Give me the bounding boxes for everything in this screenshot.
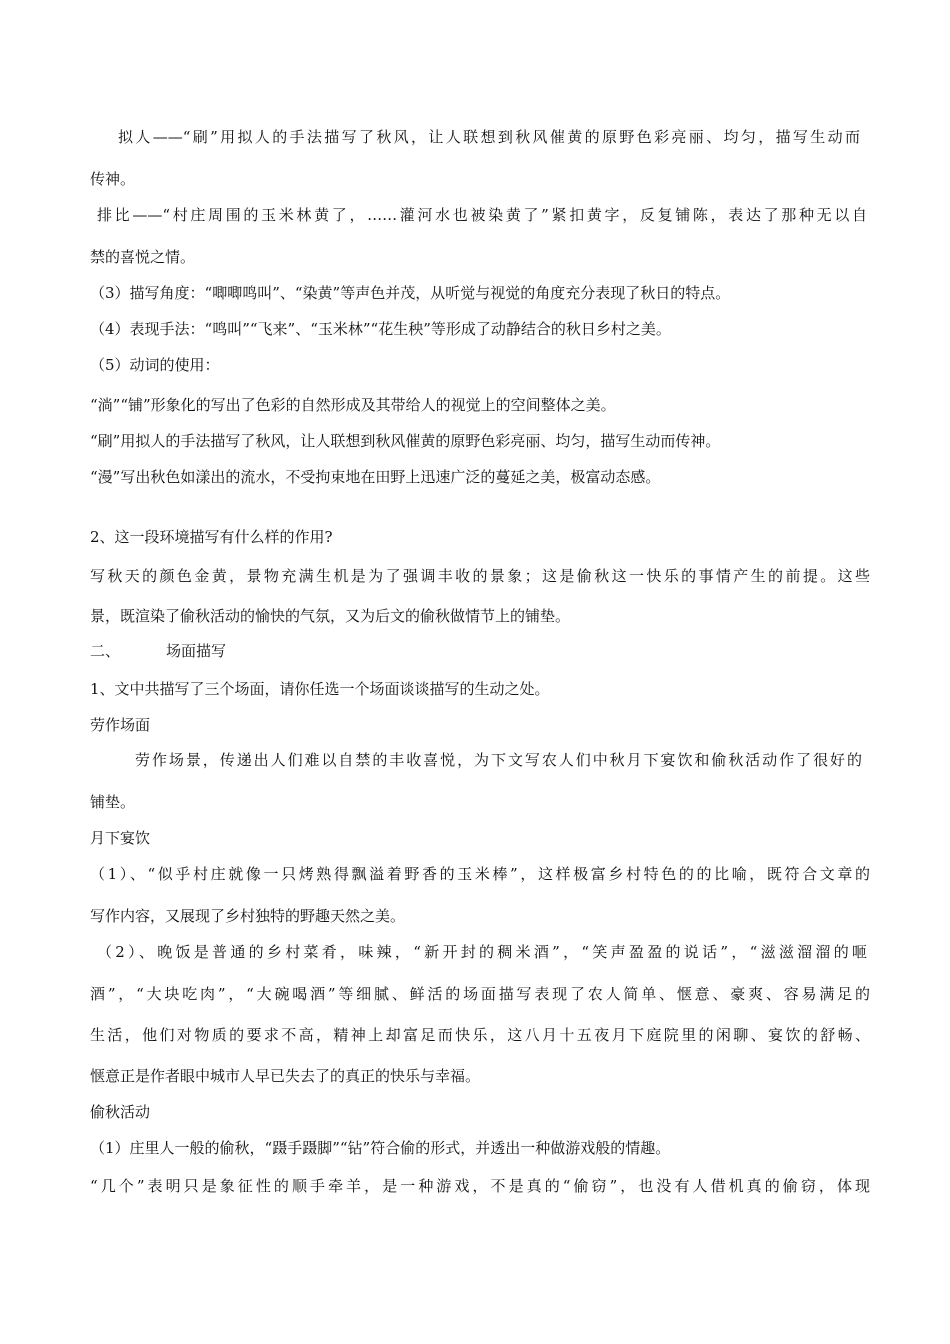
paragraph-line: 生活，他们对物质的要求不高，精神上却富足而快乐，这八月十五夜月下庭院里的闲聊、宴饮的舒畅、 bbox=[90, 1026, 870, 1044]
sub-heading: 劳作场面 bbox=[90, 716, 151, 734]
section-title: 场面描写 bbox=[166, 642, 227, 660]
paragraph-line: 禁的喜悦之情。 bbox=[90, 248, 196, 266]
paragraph-line: “淌”“铺”形象化的写出了色彩的自然形成及其带给人的视觉上的空间整体之美。 bbox=[90, 396, 616, 414]
paragraph-line: 酒”，“大块吃肉”，“大碗喝酒”等细腻、鲜活的场面描写表现了农人简单、惬意、豪爽、容易满足的 bbox=[90, 985, 870, 1003]
question-heading: 1、文中共描写了三个场面，请你任选一个场面谈谈描写的生动之处。 bbox=[90, 680, 550, 698]
paragraph-line: 拟人——“刷”用拟人的手法描写了秋风，让人联想到秋风催黄的原野色彩亮丽、均匀，描写生动而 bbox=[118, 128, 860, 146]
paragraph-line: （1）庄里人一般的偷秋，“蹑手蹑脚”“钻”符合偷的形式，并透出一种做游戏般的情趣。 bbox=[90, 1139, 671, 1157]
list-item: （4）表现手法：“鸣叫”“飞来”、“玉米林”“花生秧”等形成了动静结合的秋日乡村之美。 bbox=[90, 320, 671, 338]
section-heading bbox=[90, 641, 870, 661]
paragraph-line: “漫”写出秋色如漾出的流水，不受拘束地在田野上迅速广泛的蔓延之美，极富动态感。 bbox=[90, 468, 661, 486]
paragraph-line: 铺垫。 bbox=[90, 793, 136, 811]
section-number: 二、 bbox=[90, 642, 121, 660]
paragraph-line: 写作内容，又展现了乡村独特的野趣天然之美。 bbox=[90, 907, 406, 925]
paragraph-line: 传神。 bbox=[90, 170, 136, 188]
paragraph-line: 排比——“村庄周围的玉米林黄了，……灌河水也被染黄了”紧扣黄字，反复铺陈，表达了那种无以自 bbox=[97, 206, 867, 224]
paragraph-line: 写秋天的颜色金黄，景物充满生机是为了强调丰收的景象；这是偷秋这一快乐的事情产生的前提。这些 bbox=[90, 567, 870, 585]
sub-heading: 月下宴饮 bbox=[90, 829, 151, 847]
paragraph-line: “刷”用拟人的手法描写了秋风，让人联想到秋风催黄的原野色彩亮丽、均匀，描写生动而传神。 bbox=[90, 432, 721, 450]
question-heading: 2、这一段环境描写有什么样的作用? bbox=[90, 528, 333, 546]
sub-heading: 偷秋活动 bbox=[90, 1103, 151, 1121]
paragraph-line: “几个”表明只是象征性的顺手牵羊，是一种游戏，不是真的“偷窃”，也没有人借机真的偷窃，体现 bbox=[90, 1177, 870, 1195]
list-item: （3）描写角度：“唧唧鸣叫”、“染黄”等声色并茂，从听觉与视觉的角度充分表现了秋日的特点。 bbox=[90, 284, 731, 302]
paragraph-line: （1）、“似乎村庄就像一只烤熟得飘溢着野香的玉米棒”，这样极富乡村特色的的比喻，既符合文章的 bbox=[90, 865, 870, 883]
paragraph-line: 惬意正是作者眼中城市人早已失去了的真正的快乐与幸福。 bbox=[90, 1067, 481, 1085]
paragraph-line: （2）、晚饭是普通的乡村菜肴，味辣，“新开封的稠米酒”，“笑声盈盈的说话”，“滋滋溜溜的咂 bbox=[97, 943, 867, 961]
paragraph-line: 劳作场景，传递出人们难以自禁的丰收喜悦，为下文写农人们中秋月下宴饮和偷秋活动作了很好的 bbox=[135, 751, 862, 769]
paragraph-line: 景，既渲染了偷秋活动的愉快的气氛，又为后文的偷秋做情节上的铺垫。 bbox=[90, 607, 571, 625]
list-item: （5）动词的使用： bbox=[90, 356, 220, 374]
